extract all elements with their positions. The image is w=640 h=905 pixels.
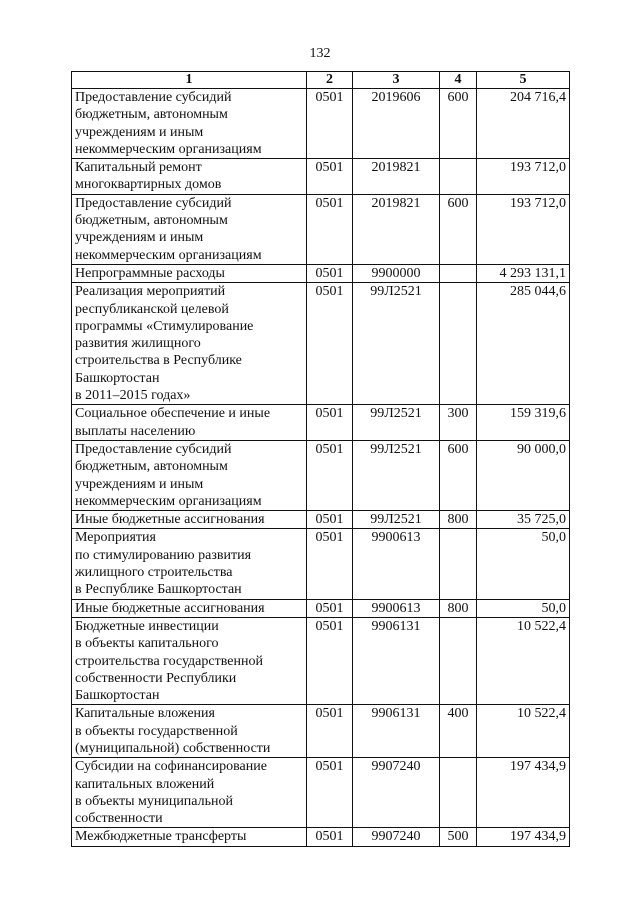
row-amount-cell: 285 044,6: [477, 283, 570, 405]
row-amount-cell: 204 716,4: [477, 89, 570, 159]
row-section-cell: 0501: [307, 89, 353, 159]
row-amount-cell: 10 522,4: [477, 705, 570, 758]
row-name-cell: Иные бюджетные ассигнования: [72, 511, 307, 529]
row-name-cell: Капитальные вложения в объекты государственной (муниципальной) собственности: [72, 705, 307, 758]
table-row: [72, 511, 570, 529]
table-row: [72, 405, 570, 441]
page-number: 132: [309, 46, 331, 61]
row-section-cell: 0501: [307, 440, 353, 510]
row-name-cell: Предоставление субсидий бюджетным, автономным учреждениям и иным некоммерческим организациям: [72, 440, 307, 510]
header-col-3: 3: [353, 72, 440, 89]
table-row: [72, 440, 570, 510]
row-amount-cell: 10 522,4: [477, 617, 570, 704]
row-type-cell: 300: [440, 405, 477, 441]
row-type-cell: [440, 159, 477, 195]
row-name-cell: Социальное обеспечение и иные выплаты населению: [72, 405, 307, 441]
table-row: [72, 599, 570, 617]
header-col-4: 4: [440, 72, 477, 89]
row-amount-cell: 193 712,0: [477, 194, 570, 264]
row-target-cell: 99Л2521: [353, 283, 440, 405]
header-col-1: 1: [72, 72, 307, 89]
row-section-cell: 0501: [307, 283, 353, 405]
row-section-cell: 0501: [307, 705, 353, 758]
row-target-cell: 2019821: [353, 194, 440, 264]
row-target-cell: 9907240: [353, 758, 440, 828]
row-amount-cell: 50,0: [477, 529, 570, 599]
row-type-cell: 800: [440, 599, 477, 617]
row-amount-cell: 35 725,0: [477, 511, 570, 529]
budget-table: [71, 71, 570, 847]
row-amount-cell: 50,0: [477, 599, 570, 617]
row-name-cell: Иные бюджетные ассигнования: [72, 599, 307, 617]
table-row: [72, 529, 570, 599]
row-type-cell: [440, 617, 477, 704]
table-row: [72, 758, 570, 828]
table-row: [72, 283, 570, 405]
table-row: [72, 705, 570, 758]
row-amount-cell: 90 000,0: [477, 440, 570, 510]
row-type-cell: [440, 283, 477, 405]
row-target-cell: 99Л2521: [353, 405, 440, 441]
row-name-cell: Межбюджетные трансферты: [72, 828, 307, 846]
row-section-cell: 0501: [307, 828, 353, 846]
row-name-cell: Непрограммные расходы: [72, 264, 307, 282]
row-target-cell: 9906131: [353, 617, 440, 704]
row-target-cell: 99Л2521: [353, 440, 440, 510]
row-name-cell: Субсидии на софинансирование капитальных вложений в объекты муниципальной собственности: [72, 758, 307, 828]
header-col-5: 5: [477, 72, 570, 89]
table-row: [72, 828, 570, 846]
row-target-cell: 2019821: [353, 159, 440, 195]
row-target-cell: 9900613: [353, 599, 440, 617]
row-name-cell: Предоставление субсидий бюджетным, автономным учреждениям и иным некоммерческим организациям: [72, 194, 307, 264]
row-name-cell: Реализация мероприятий республиканской целевой программы «Стимулирование развития жилищного строительства в Республике Башкортостан в 2011–2015 годах»: [72, 283, 307, 405]
row-name-cell: Мероприятия по стимулированию развития жилищного строительства в Республике Башкортостан: [72, 529, 307, 599]
row-type-cell: [440, 758, 477, 828]
table-row: [72, 159, 570, 195]
row-name-cell: Капитальный ремонт многоквартирных домов: [72, 159, 307, 195]
row-section-cell: 0501: [307, 758, 353, 828]
table-row: [72, 617, 570, 704]
row-section-cell: 0501: [307, 159, 353, 195]
row-target-cell: 9907240: [353, 828, 440, 846]
table-row: [72, 264, 570, 282]
row-target-cell: 2019606: [353, 89, 440, 159]
row-type-cell: [440, 264, 477, 282]
row-type-cell: 600: [440, 89, 477, 159]
row-section-cell: 0501: [307, 194, 353, 264]
row-type-cell: 400: [440, 705, 477, 758]
row-name-cell: Предоставление субсидий бюджетным, автономным учреждениям и иным некоммерческим организациям: [72, 89, 307, 159]
header-row: [72, 72, 570, 89]
row-type-cell: 800: [440, 511, 477, 529]
row-type-cell: 500: [440, 828, 477, 846]
row-target-cell: 9900000: [353, 264, 440, 282]
row-name-cell: Бюджетные инвестиции в объекты капитального строительства государственной собственности Республики Башкортостан: [72, 617, 307, 704]
table-row: [72, 194, 570, 264]
row-section-cell: 0501: [307, 511, 353, 529]
row-section-cell: 0501: [307, 405, 353, 441]
row-type-cell: 600: [440, 194, 477, 264]
row-amount-cell: 4 293 131,1: [477, 264, 570, 282]
row-target-cell: 9900613: [353, 529, 440, 599]
row-section-cell: 0501: [307, 599, 353, 617]
row-amount-cell: 197 434,9: [477, 758, 570, 828]
row-section-cell: 0501: [307, 617, 353, 704]
row-amount-cell: 159 319,6: [477, 405, 570, 441]
row-section-cell: 0501: [307, 264, 353, 282]
row-target-cell: 9906131: [353, 705, 440, 758]
row-section-cell: 0501: [307, 529, 353, 599]
header-col-2: 2: [307, 72, 353, 89]
row-amount-cell: 193 712,0: [477, 159, 570, 195]
row-type-cell: [440, 529, 477, 599]
row-target-cell: 99Л2521: [353, 511, 440, 529]
row-amount-cell: 197 434,9: [477, 828, 570, 846]
table-row: [72, 89, 570, 159]
row-type-cell: 600: [440, 440, 477, 510]
table-body: [72, 89, 570, 847]
